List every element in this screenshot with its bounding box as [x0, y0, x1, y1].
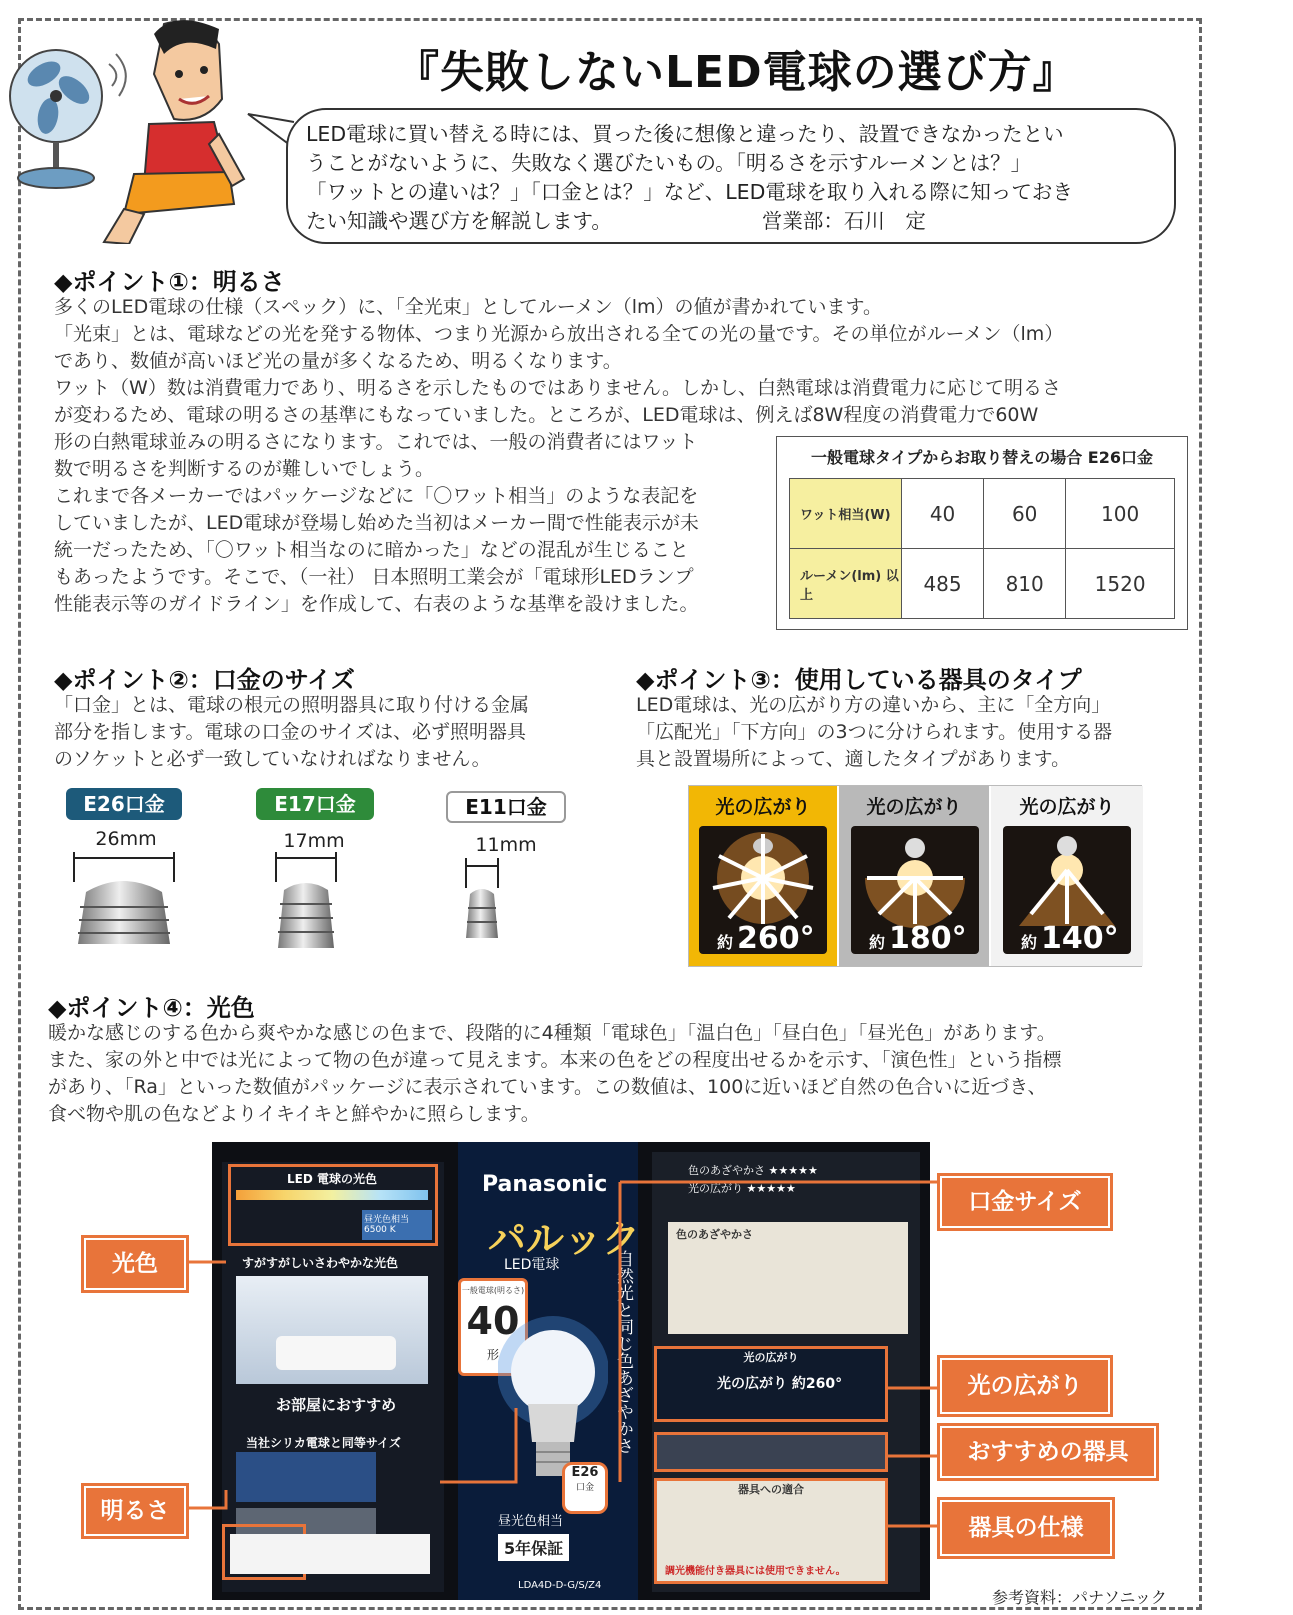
- room-recommend: お部屋におすすめ: [276, 1396, 397, 1414]
- model-number: LDA4D-D-G/S/Z4: [518, 1580, 602, 1591]
- spread-title: 光の広がり: [743, 1351, 799, 1364]
- table-row: [790, 479, 1175, 549]
- point2-line: 部分を指します。電球の口金のサイズは、必ず照明器具: [54, 721, 526, 743]
- row-header-watt: ワット相当(W): [790, 479, 902, 549]
- intro-line: うことがないように、失敗なく選びたいもの。「明るさを示すルーメンとは？」: [306, 151, 1032, 175]
- spread-label: 光の広がり: [715, 796, 811, 818]
- point1-line: ワット（W）数は消費電力であり、明るさを示したものではありません。しかし、白熱電球は消費電力に応じて明るさ: [54, 377, 1061, 399]
- watt-value: 40: [466, 1299, 520, 1343]
- point1-line: 数で明るさを判断するのが難しいでしょう。: [54, 458, 435, 480]
- spread-260-icon: [699, 826, 827, 954]
- point4-body: [48, 1020, 1198, 1128]
- point4-line: 暖かな感じのする色から爽やかな感じの色まで、段階的に4種類「電球色」「温白色」「昼白色」「昼光色」があります。: [48, 1022, 1056, 1044]
- spread-value: 光の広がり 約260°: [717, 1376, 843, 1392]
- table-row: [790, 549, 1175, 619]
- point3-line: 「広配光」「下方向」の3つに分けられます。使用する器: [636, 721, 1113, 743]
- package-right-panel: [652, 1152, 920, 1592]
- e11-size: 11mm: [475, 834, 537, 856]
- point4-line: また、家の外と中では光によって物の色が違って見えます。本来の色をどの程度出せるかを示す、「演色性」という指標: [48, 1049, 1062, 1071]
- base-screws-illustration: [66, 852, 586, 952]
- point1-line: が変わるため、電球の明るさの基準にもなっていました。ところが、LED電球は、例えば8W程度の消費電力で60W: [54, 404, 1039, 426]
- page-title: 『失敗しないLED電球の選び方』: [395, 47, 1078, 98]
- ra-title: 色のあざやかさ: [676, 1228, 753, 1241]
- spec-table-mini: [230, 1534, 430, 1574]
- light-color-caption: すがすがしいさわやかな光色: [242, 1256, 399, 1270]
- fan-icon: [10, 50, 102, 188]
- brand-logo: Panasonic: [482, 1172, 608, 1197]
- ra-panel: [668, 1222, 908, 1334]
- watt-unit: 形: [486, 1348, 499, 1362]
- source-credit: 参考資料：パナソニック: [992, 1588, 1167, 1607]
- intro-line: [306, 207, 1150, 236]
- daylight-label: 昼光色相当: [498, 1514, 564, 1529]
- spread-label: 光の広がり: [1019, 796, 1115, 818]
- table-title: 一般電球タイプからお取り替えの場合 E26口金: [811, 448, 1153, 467]
- spread-angle: 180°: [889, 921, 967, 954]
- point1-line: もあったようです。そこで、（一社） 日本照明工業会が「電球形LEDランプ: [54, 566, 694, 588]
- point4-line: 食べ物や肌の色などよりイキイキと鮮やかに照らします。: [48, 1103, 540, 1125]
- table-cell: 60: [984, 479, 1066, 549]
- product-name: パルック: [488, 1217, 641, 1261]
- intro-line: 「ワットとの違いは？」「口金とは？」など、LED電球を取り入れる際に知っておき: [306, 180, 1073, 204]
- sofa-shape: [276, 1336, 396, 1370]
- spread-prefix: 約: [717, 933, 734, 952]
- table-cell: 100: [1066, 479, 1175, 549]
- equivalence-table: [776, 436, 1188, 630]
- fan-man-illustration: [4, 4, 254, 244]
- spread-panel-180: [839, 786, 989, 966]
- point1-line: 形の白熱電球並みの明るさになります。これでは、一般の消費者にはワット: [54, 431, 698, 453]
- point1-body: [54, 294, 1194, 429]
- spread-highlight: [654, 1346, 888, 1422]
- intro-line: LED電球に買い替える時には、買った後に想像と違ったり、設置できなかったとい: [306, 122, 1064, 146]
- point3-line: 具と設置場所によって、適したタイプがあります。: [636, 748, 1071, 770]
- fixture-title: 器具への適合: [738, 1483, 804, 1496]
- e11-badge: E11口金: [446, 791, 566, 823]
- point3-heading: ◆ポイント③：使用している器具のタイプ: [636, 666, 1082, 694]
- spread-panel-140: [991, 786, 1143, 966]
- product-package-image: [212, 1142, 930, 1600]
- spread-label: 光の広がり: [866, 796, 962, 818]
- base-badge-label: E26: [571, 1465, 599, 1480]
- rating-spread: 光の広がり ★★★★★: [688, 1182, 796, 1195]
- point3-body: [636, 692, 1196, 773]
- point1-heading: ◆ポイント①：明るさ: [54, 268, 285, 296]
- man-icon: [104, 20, 244, 244]
- e26-size: 26mm: [95, 828, 157, 850]
- callout-brightness: 明るさ: [84, 1486, 186, 1536]
- size-title: 当社シリカ電球と同等サイズ: [246, 1436, 401, 1450]
- point1-line: これまで各メーカーではパッケージなどに「〇ワット相当」のような表記を: [54, 485, 699, 507]
- e26-screw-icon: [74, 852, 174, 944]
- spread-angle: 260°: [737, 921, 815, 954]
- spread-180-icon: [851, 826, 979, 954]
- warranty-badge: 5年保証: [498, 1534, 569, 1561]
- point1-line: 「光束」とは、電球などの光を発する物体、つまり光源から放出される全ての光の量です。その単位がルーメン（lm）: [54, 323, 1064, 345]
- spread-prefix: 約: [869, 933, 886, 952]
- package-front-panel: [458, 1142, 641, 1600]
- table-cell: 810: [984, 549, 1066, 619]
- spread-prefix: 約: [1021, 933, 1038, 952]
- intro-speech-bubble: [286, 108, 1176, 244]
- color-spectrum-bar: [236, 1190, 428, 1200]
- table-cell: 485: [902, 549, 984, 619]
- author: 営業部：石川 定: [761, 209, 926, 233]
- room-photo: [236, 1276, 428, 1384]
- spread-angle: 140°: [1041, 921, 1119, 954]
- point2-heading: ◆ポイント②：口金のサイズ: [54, 666, 355, 694]
- point2-line: 「口金」とは、電球の根元の照明器具に取り付ける金属: [54, 694, 530, 716]
- callout-spread: 光の広がり: [940, 1358, 1110, 1414]
- callout-color: 光色: [84, 1238, 186, 1290]
- callout-spec: 器具の仕様: [940, 1500, 1112, 1556]
- watt-label: 一般電球(明るさ): [461, 1286, 525, 1295]
- callout-base-size: 口金サイズ: [940, 1176, 1110, 1228]
- light-spread-panels: [688, 785, 1142, 967]
- bottom-note: 調光機能付き器具には使用できません。: [665, 1566, 846, 1577]
- vertical-caption: 自然光と同じ色あざやかさ: [613, 1250, 633, 1454]
- intro-line-text: たい知識や選び方を解説します。: [306, 209, 612, 233]
- color-temp-badge: 昼光色相当 6500 K: [362, 1210, 432, 1240]
- point4-heading: ◆ポイント④：光色: [48, 994, 255, 1022]
- table-cell: 40: [902, 479, 984, 549]
- spec-table: [789, 478, 1175, 619]
- point3-line: LED電球は、光の広がり方の違いから、主に「全方向」: [636, 694, 1111, 716]
- e11-screw-icon: [466, 858, 498, 938]
- point1-line: 性能表示等のガイドライン」を作成して、右表のような基準を設けました。: [54, 593, 699, 615]
- point1-line: 多くのLED電球の仕様（スペック）に、「全光束」としてルーメン（lm）の値が書かれています。: [54, 296, 883, 318]
- point4-line: があり、「Ra」といった数値がパッケージに表示されています。この数値は、100に近いほど自然の色合いに近づき、: [48, 1076, 1047, 1098]
- spread-140-icon: [1003, 826, 1131, 954]
- row-header-lumen: ルーメン(lm) 以上: [790, 549, 902, 619]
- e26-badge: E26口金: [66, 788, 182, 820]
- fixtures-highlight: [654, 1432, 888, 1472]
- rating-color: 色のあざやかさ ★★★★★: [688, 1164, 818, 1177]
- e17-badge: E17口金: [256, 788, 374, 820]
- callout-fixtures: おすすめの器具: [940, 1426, 1156, 1478]
- base-badge: [562, 1462, 608, 1514]
- base-badge-sub: 口金: [575, 1483, 594, 1493]
- product-sub: LED電球: [504, 1257, 560, 1273]
- point1-line: していましたが、LED電球が登場し始めた当初はメーカー間で性能表示が未: [54, 512, 699, 534]
- size-box: [236, 1452, 376, 1502]
- e17-size: 17mm: [283, 830, 345, 852]
- fixture-spec-highlight: [654, 1478, 888, 1584]
- spread-panel-260: [689, 786, 837, 966]
- e17-screw-icon: [276, 852, 336, 948]
- point1-body-narrow: [54, 429, 770, 618]
- table-cell: 1520: [1066, 549, 1175, 619]
- point1-line: であり、数値が高いほど光の量が多くなるため、明るくなります。: [54, 350, 622, 372]
- point2-body: [54, 692, 614, 773]
- package-left-panel: [222, 1162, 444, 1592]
- point2-line: のソケットと必ず一致していなければなりません。: [54, 748, 491, 770]
- point1-line: 統一だったため、「〇ワット相当なのに暗かった」などの混乱が生じること: [54, 539, 689, 561]
- light-color-title: LED 電球の光色: [287, 1172, 377, 1186]
